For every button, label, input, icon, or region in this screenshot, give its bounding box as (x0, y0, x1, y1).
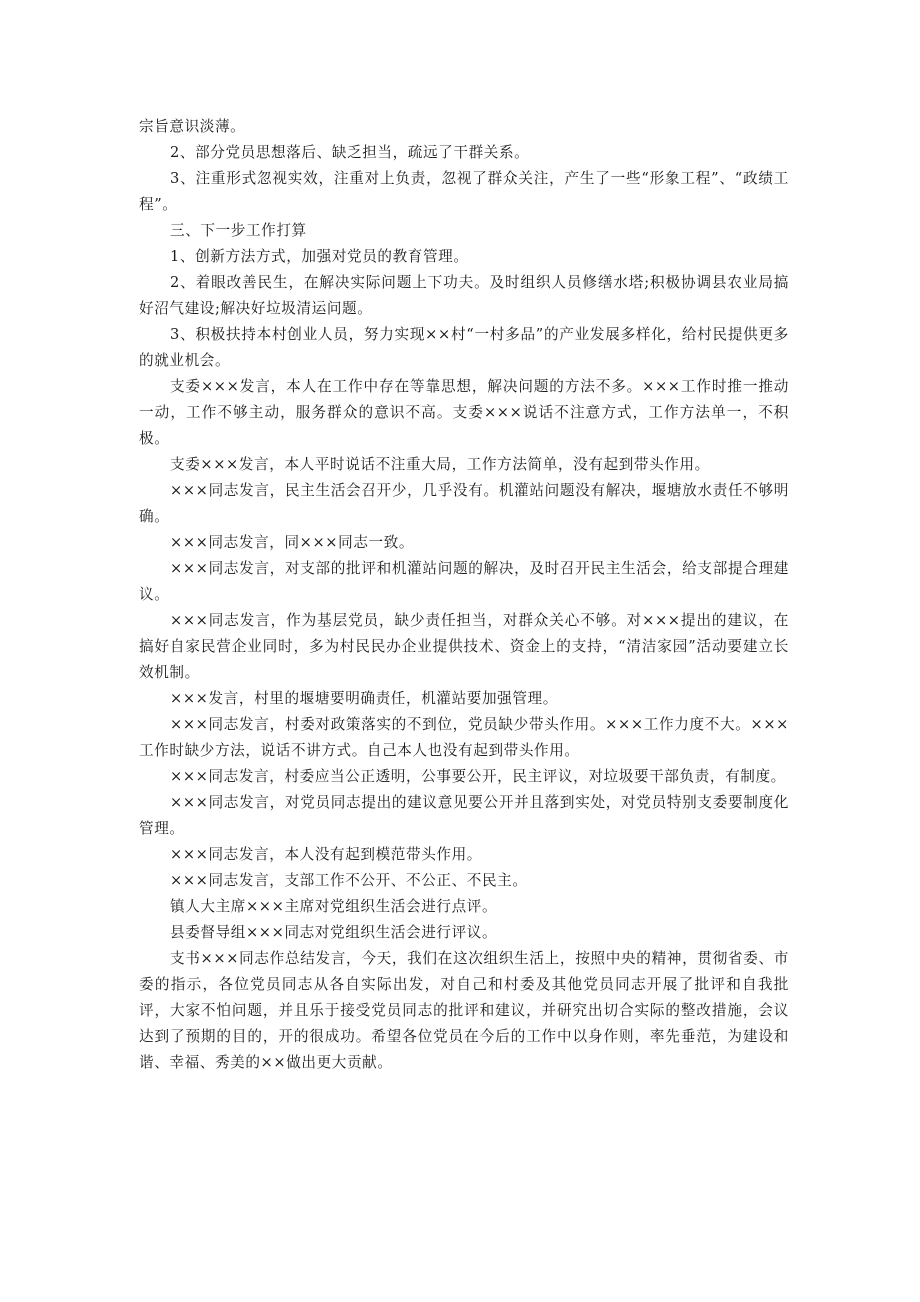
paragraph-13: ×××同志发言，作为基层党员，缺少责任担当，对群众关心不够。对×××提出的建议，在搞好自家民营企业同时，多为村民民办企业提供技术、资金上的支持，“清洁家园”活动要建立长效机制。 (139, 612, 789, 681)
paragraph-8: 支委×××发言，本人在工作中存在等靠思想，解决问题的方法不多。×××工作时推一推动一动，工作不够主动，服务群众的意识不高。支委×××说话不注意方式，工作方法单一，不积极。 (139, 378, 789, 447)
paragraph-7: 3、积极扶持本村创业人员，努力实现××村“一村多品”的产业发展多样化，给村民提供更多的就业机会。 (139, 326, 789, 369)
document-body (139, 114, 789, 1076)
paragraph-19: ×××同志发言，支部工作不公开、不公正、不民主。 (170, 872, 528, 889)
paragraph-3: 3、注重形式忽视实效，注重对上负责，忽视了群众关注，产生了一些“形象工程”、“政绩工程”。 (139, 170, 789, 213)
paragraph-6: 2、着眼改善民生，在解决实际问题上下功夫。及时组织人员修缮水塔;积极协调县农业局搞好沼气建设;解决好垃圾清运问题。 (139, 274, 789, 317)
paragraph-12: ×××同志发言，对支部的批评和机灌站问题的解决，及时召开民主生活会，给支部提合理建议。 (139, 560, 789, 603)
paragraph-10: ×××同志发言，民主生活会召开少，几乎没有。机灌站问题没有解决，堰塘放水责任不够明确。 (139, 482, 789, 525)
paragraph-1: 宗旨意识淡薄。 (139, 118, 246, 135)
paragraph-9: 支委×××发言，本人平时说话不注重大局，工作方法简单，没有起到带头作用。 (170, 456, 710, 473)
paragraph-5: 1、创新方法方式，加强对党员的教育管理。 (170, 248, 469, 265)
paragraph-15: ×××同志发言，村委对政策落实的不到位，党员缺少带头作用。×××工作力度不大。×××工作时缺少方法，说话不讲方式。自己本人也没有起到带头作用。 (139, 716, 789, 759)
paragraph-21: 县委督导组×××同志对党组织生活会进行评议。 (170, 924, 498, 941)
paragraph-17: ×××同志发言，对党员同志提出的建议意见要公开并且落到实处，对党员特别支委要制度化管理。 (139, 794, 789, 837)
paragraph-14: ×××发言，村里的堰塘要明确责任，机灌站要加强管理。 (170, 690, 558, 707)
paragraph-2: 2、部分党员思想落后、缺乏担当，疏远了干群关系。 (170, 144, 530, 161)
paragraph-11: ×××同志发言，同×××同志一致。 (170, 534, 415, 551)
paragraph-18: ×××同志发言，本人没有起到模范带头作用。 (170, 846, 482, 863)
section-heading: 三、下一步工作打算 (170, 222, 307, 239)
paragraph-16: ×××同志发言，村委应当公正透明，公事要公开，民主评议，对垃圾要干部负责，有制度。 (170, 768, 786, 785)
paragraph-20: 镇人大主席×××主席对党组织生活会进行点评。 (170, 898, 498, 915)
paragraph-22: 支书×××同志作总结发言，今天，我们在这次组织生活上，按照中央的精神，贯彻省委、市委的指示，各位党员同志从各自实际出发，对自己和村委及其他党员同志开展了批评和自我批评，大家不怕问题，并且乐于接受党员同志的批评和建议，并研究出切合实际的整改措施，会议达到了预期的目的，开的很成功。希望各位党员在今后的工作中以身作则，率先垂范，为建设和谐、幸福、秀美的××做出更大贡献。 (139, 950, 789, 1071)
